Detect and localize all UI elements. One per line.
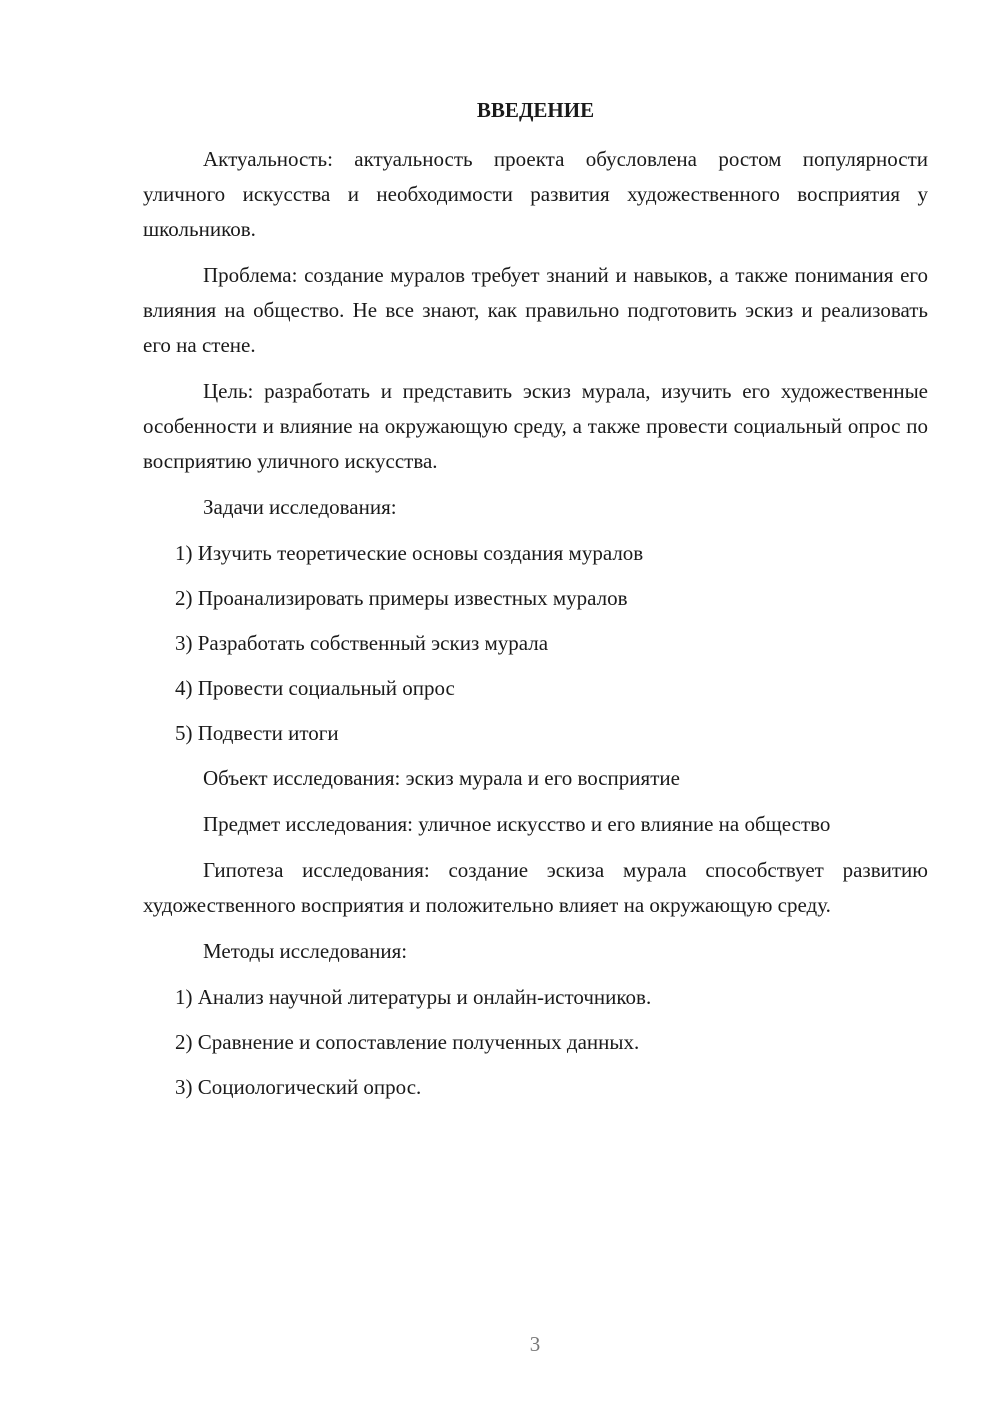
page-number: 3 xyxy=(529,1332,541,1356)
methods-heading: Методы исследования: xyxy=(203,939,408,963)
tasks-heading: Задачи исследования: xyxy=(203,495,397,519)
method-item: 2) Сравнение и сопоставление полученных данных. xyxy=(175,1030,640,1054)
problem-paragraph: Проблема: создание муралов требует знаний и навыков, а также понимания его влияния на общество. Не все знают, как правильно подготовить эскиз и реализовать его на стене. xyxy=(143,263,928,357)
section-title: ВВЕДЕНИЕ xyxy=(476,98,595,122)
task-item: 5) Подвести итоги xyxy=(175,721,339,745)
task-item: 1) Изучить теоретические основы создания муралов xyxy=(175,541,644,565)
method-item: 3) Социологический опрос. xyxy=(175,1075,422,1099)
relevance-paragraph: Актуальность: актуальность проекта обусловлена ростом популярности уличного искусства и необходимости развития художественного восприятия у школьников. xyxy=(143,147,928,241)
goal-paragraph: Цель: разработать и представить эскиз мурала, изучить его художественные особенности и влияние на окружающую среду, а также провести социальный опрос по восприятию уличного искусства. xyxy=(143,379,928,473)
object-paragraph: Объект исследования: эскиз мурала и его восприятие xyxy=(203,766,680,790)
subject-paragraph: Предмет исследования: уличное искусство и его влияние на общество xyxy=(203,812,831,836)
task-item: 4) Провести социальный опрос xyxy=(175,676,455,700)
task-item: 3) Разработать собственный эскиз мурала xyxy=(175,631,549,655)
method-item: 1) Анализ научной литературы и онлайн-источников. xyxy=(175,985,652,1009)
task-item: 2) Проанализировать примеры известных муралов xyxy=(175,586,628,610)
hypothesis-paragraph: Гипотеза исследования: создание эскиза мурала способствует развитию художественного восприятия и положительно влияет на окружающую среду. xyxy=(143,858,928,917)
document-page xyxy=(143,88,928,1115)
